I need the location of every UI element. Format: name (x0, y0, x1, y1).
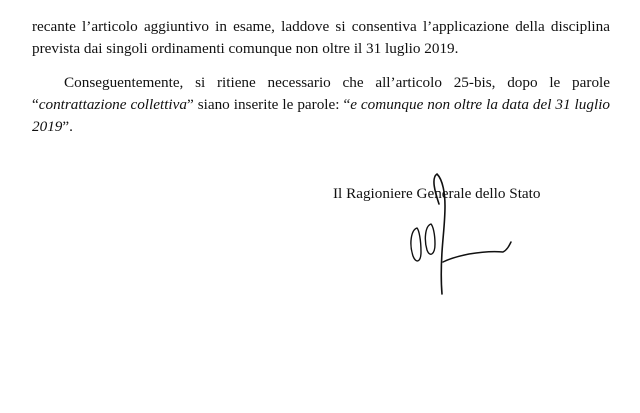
paragraph-closing-clause: recante l’articolo aggiuntivo in esame, laddove si consentiva l’applicazione della disciplina prevista dai singoli ordinamenti comunque non oltre il 31 luglio 2019. (32, 18, 610, 57)
paragraph-amendment-proposal (32, 72, 610, 138)
paragraph-lead-text: Conseguentemente, si ritiene necessario che all’articolo 25-bis, dopo le parole “ (32, 74, 610, 113)
quoted-phrase-contrattazione: contrattazione collettiva (38, 96, 187, 113)
signatory-title: Il Ragioniere Generale dello Stato (333, 185, 541, 202)
paragraph-end-text: ”. (62, 118, 73, 135)
handwritten-signature (395, 170, 525, 300)
paragraph-middle-text: ” siano inserite le parole: “ (186, 96, 351, 113)
quoted-phrase-inserted-words: e comunque non oltre la data del 31 luglio 2019 (32, 96, 611, 135)
